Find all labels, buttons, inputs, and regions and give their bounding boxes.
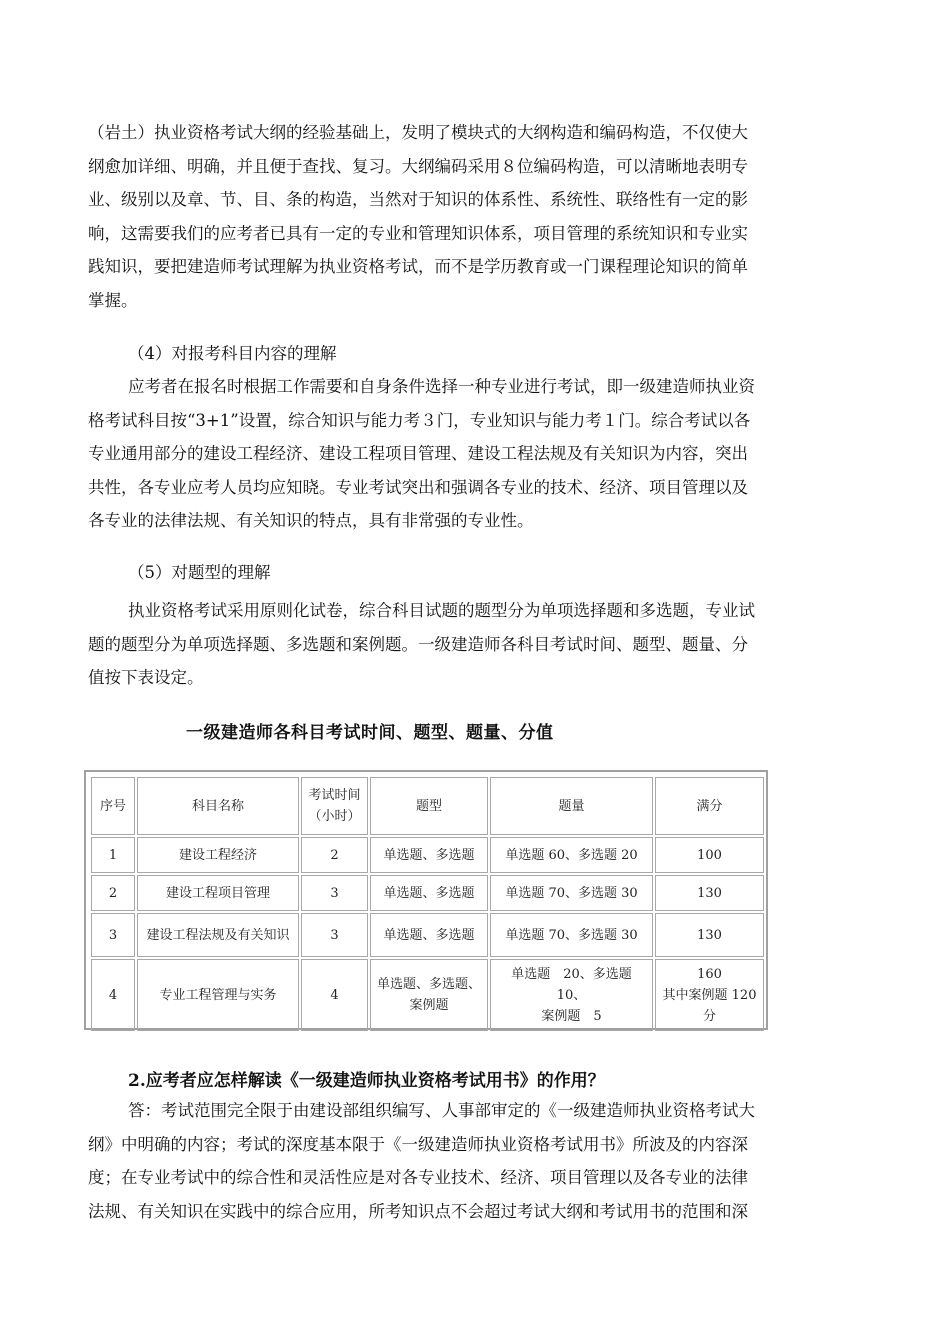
cell-score-line2: 其中案例题 120 [662, 987, 757, 1003]
question-2-title: 2.应考者应怎样解读《一级建造师执业资格考试用书》的作用？ [128, 1071, 605, 1091]
table-title: 一级建造师各科目考试时间、题型、题量、分值 [186, 723, 554, 743]
text-line: 答：考试范围完全限于由建设部组织编写、人事部审定的《一级建造师执业资格考试大 [128, 1101, 755, 1120]
header-subject: 科目名称 [137, 777, 299, 835]
table-row [91, 913, 764, 957]
exam-table [89, 775, 766, 1033]
section-5-paragraph [88, 594, 870, 695]
text-line: 纲》中明确的内容；考试的深度基本限于《一级建造师执业资格考试用书》所波及的内容深 [88, 1134, 748, 1154]
cell-type: 单选题、多选题 [370, 875, 488, 911]
text-line: 值按下表设定。 [88, 668, 204, 687]
text-line: 各专业的法律法规、有关知识的特点，具有非常强的专业性。 [88, 511, 534, 530]
cell-seq: 4 [91, 959, 135, 1031]
cell-subject: 建设工程经济 [137, 837, 299, 873]
cell-type [370, 959, 488, 1031]
text-line: 践知识，要把建造师考试理解为执业资格考试，而不是学历教育或一门课程理论知识的简单 [88, 257, 748, 276]
header-seq: 序号 [91, 777, 135, 835]
cell-count [490, 959, 653, 1031]
text-line: 度；在专业考试中的综合性和灵活性应是对各专业技术、经济、项目管理以及各专业的法律 [88, 1168, 748, 1187]
cell-hours: 3 [301, 913, 368, 957]
question-2-answer [88, 1094, 870, 1228]
header-time-line2: （小时） [308, 809, 361, 824]
cell-count-line1: 单选题 20、多选题 10、 [511, 966, 645, 1003]
table-row [91, 875, 764, 911]
text-line: 掌握。 [88, 290, 138, 310]
cell-subject: 建设工程项目管理 [137, 875, 299, 911]
cell-seq: 3 [91, 913, 135, 957]
cell-seq: 2 [91, 875, 135, 911]
cell-type: 单选题、多选题 [370, 913, 488, 957]
cell-hours: 2 [301, 837, 368, 873]
text-line: 专业通用部分的建设工程经济、建设工程项目管理、建设工程法规及有关知识为内容，突出 [88, 444, 748, 463]
cell-count: 单选题 70、多选题 30 [490, 875, 653, 911]
text-line: 法规、有关知识在实践中的综合应用，所考知识点不会超过考试大纲和考试用书的范围和深 [88, 1201, 748, 1221]
cell-score: 130 [655, 875, 764, 911]
section-4-heading: （4）对报考科目内容的理解 [128, 344, 337, 363]
text-line: 应考者在报名时根据工作需要和自身条件选择一种专业进行考试，即一级建造师执业资 [128, 377, 755, 396]
cell-count: 单选题 60、多选题 20 [490, 837, 653, 873]
cell-hours: 3 [301, 875, 368, 911]
text-line: 共性，各专业应考人员均应知晓。专业考试突出和强调各专业的技术、经济、项目管理以及 [88, 477, 748, 497]
text-line: 题的题型分为单项选择题、多选题和案例题。一级建造师各科目考试时间、题型、题量、分 [88, 634, 748, 654]
cell-seq: 1 [91, 837, 135, 873]
text-line: 响，这需要我们的应考者已具有一定的专业和管理知识体系，项目管理的系统知识和专业实 [88, 223, 748, 243]
cell-count-line2: 案例题 5 [541, 1008, 602, 1024]
cell-type-line1: 单选题、多选题、 [376, 977, 481, 992]
cell-score-line3: 分 [702, 1008, 716, 1024]
header-time [301, 777, 368, 835]
table-row [91, 959, 764, 1031]
text-line: 格考试科目按“3+1”设置，综合知识与能力考３门，专业知识与能力考１门。综合考试以各 [88, 410, 751, 430]
cell-hours: 4 [301, 959, 368, 1031]
cell-count: 单选题 70、多选题 30 [490, 913, 653, 957]
cell-score: 130 [655, 913, 764, 957]
cell-type: 单选题、多选题 [370, 837, 488, 873]
header-count: 题量 [490, 777, 653, 835]
header-type: 题型 [370, 777, 488, 835]
text-line: 纲愈加详细、明确，并且便于查找、复习。大纲编码采用８位编码构造，可以清晰地表明专 [88, 156, 748, 176]
section-4-paragraph [88, 370, 870, 538]
section-5-heading: （5）对题型的理解 [128, 563, 271, 582]
exam-table-frame [84, 770, 768, 1030]
cell-score [655, 959, 764, 1031]
header-score: 满分 [655, 777, 764, 835]
text-line: （岩土）执业资格考试大纲的经验基础上，发明了模块式的大纲构造和编码构造，不仅使大 [88, 123, 748, 142]
cell-score-line1: 160 [697, 966, 722, 982]
header-time-line1: 考试时间 [308, 788, 361, 803]
intro-paragraph [88, 116, 870, 317]
cell-subject: 建设工程法规及有关知识 [137, 913, 299, 957]
cell-score: 100 [655, 837, 764, 873]
cell-subject: 专业工程管理与实务 [137, 959, 299, 1031]
text-line: 执业资格考试采用原则化试卷，综合科目试题的题型分为单项选择题和多选题，专业试 [128, 601, 755, 620]
table-row [91, 837, 764, 873]
table-header-row [91, 777, 764, 835]
cell-type-line2: 案例题 [409, 998, 449, 1013]
text-line: 业、级别以及章、节、目、条的构造，当然对于知识的体系性、系统性、联络性有一定的影 [88, 190, 748, 209]
